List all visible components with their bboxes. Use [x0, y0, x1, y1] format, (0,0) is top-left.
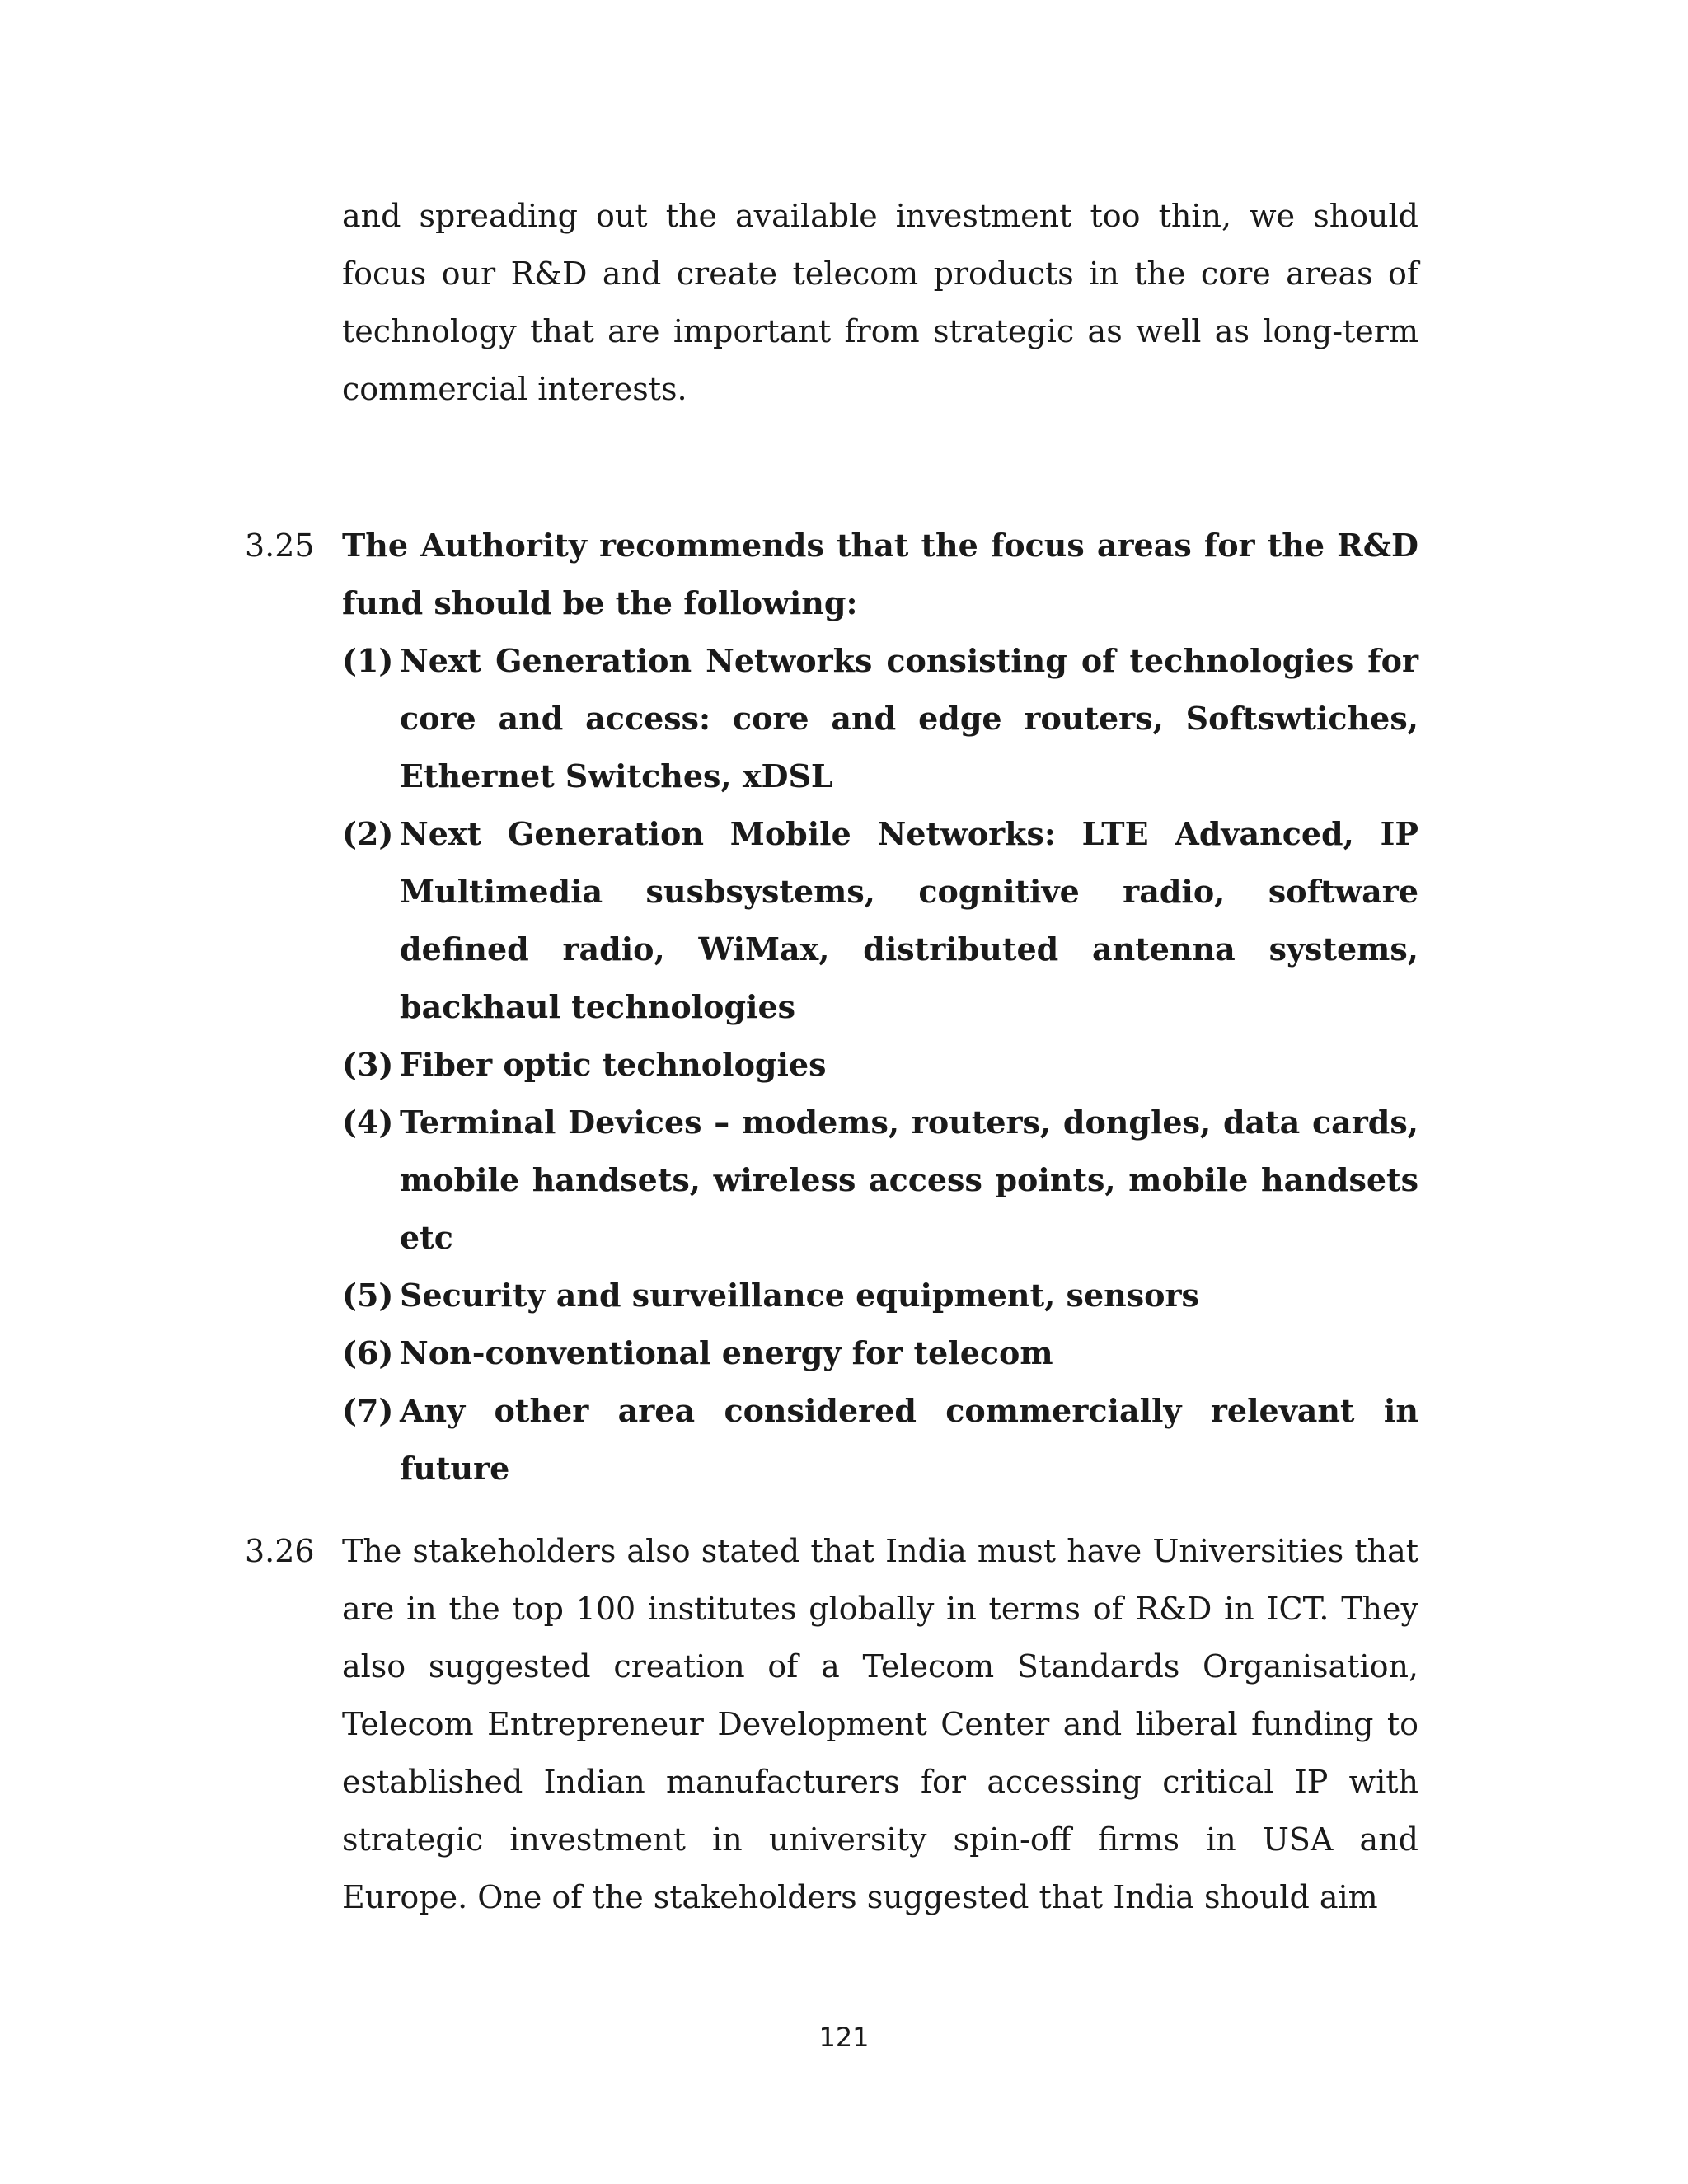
section-3-25-heading: The Authority recommends that the focus areas for the R&D fund should be the following: [342, 527, 1418, 621]
section-number-3-25: 3.25 [245, 527, 315, 564]
page-number: 121 [818, 2022, 870, 2053]
list-item [342, 1324, 1418, 1382]
section-number-3-26: 3.26 [245, 1533, 315, 1569]
recommendation-list [342, 632, 1418, 1497]
section-3-26-paragraph: The stakeholders also stated that India must have Universities that are in the top 100 institutes globally in terms of R&D in ICT. They also suggested creation of a Telecom Standards Organisation, Telecom Entrepreneur Development Center and liberal funding to established Indian manufacturers for accessing critical IP with strategic investment in university spin-off firms in USA and Europe. One of the stakeholders suggested that India should aim [342, 1533, 1418, 1915]
list-item-text: Next Generation Mobile Networks: LTE Advanced, IP Multimedia susbsystems, cognitive radio, software defined radio, WiMax, distributed antenna systems, backhaul technologies [400, 815, 1418, 1025]
list-item [342, 632, 1418, 805]
list-item [342, 1267, 1418, 1324]
list-item-label: (5) [342, 1277, 394, 1314]
list-item-label: (1) [342, 642, 394, 679]
list-item-text: Fiber optic technologies [400, 1046, 827, 1083]
list-item-text: Next Generation Networks consisting of technologies for core and access: core and edge routers, Softswtiches, Ethernet Switches, xDSL [400, 642, 1418, 794]
list-item-label: (2) [342, 815, 394, 852]
list-item-label: (7) [342, 1392, 394, 1429]
list-item-label: (3) [342, 1046, 394, 1083]
list-item [342, 1036, 1418, 1094]
list-item-label: (4) [342, 1104, 394, 1141]
list-item-text: Any other area considered commercially relevant in future [400, 1392, 1418, 1487]
list-item-label: (6) [342, 1334, 394, 1371]
list-item-text: Terminal Devices – modems, routers, dongles, data cards, mobile handsets, wireless access points, mobile handsets etc [400, 1104, 1418, 1256]
list-item [342, 805, 1418, 1036]
intro-paragraph: and spreading out the available investment too thin, we should focus our R&D and create telecom products in the core areas of technology that are important from strategic as well as long-term commercial interests. [342, 198, 1418, 407]
list-item-text: Security and surveillance equipment, sensors [400, 1277, 1199, 1314]
list-item-text: Non-conventional energy for telecom [400, 1334, 1053, 1371]
list-item [342, 1382, 1418, 1497]
list-item [342, 1094, 1418, 1267]
